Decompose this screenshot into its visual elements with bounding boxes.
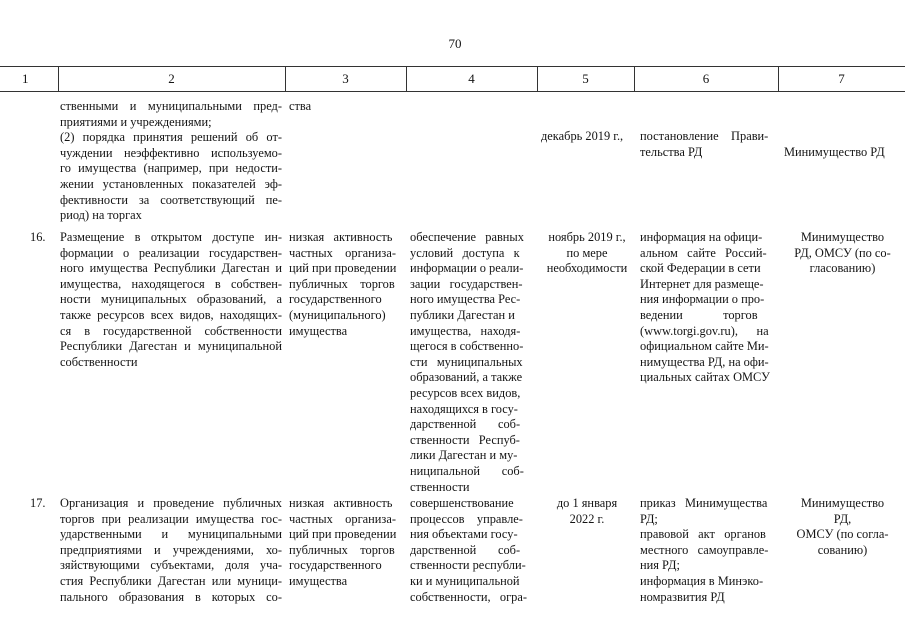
column-header-7: 7 (838, 71, 845, 86)
row-problem: низкая активность частных организа- ций при проведении публичных торгов государственного (муниципального) имущества (289, 230, 397, 338)
column-header-3: 3 (342, 71, 349, 86)
column-header-2: 2 (168, 71, 175, 86)
row-problem: низкая активность частных организа- ций при проведении публичных торгов государственного имущества (289, 496, 397, 588)
row-description: Размещение в открытом доступе ин- формации о реализации государствен- ного имущества Республики Дагестан и имущества, находящегося в собствен- ности муниципальных образований, а также ресурсов всех видов, находящих- ся в государственной собственности Республики Дагестан и муниципальной собственности (60, 230, 282, 369)
row-document: приказ Минимущества РД; правовой акт органов местного самоуправле- ния РД; информация в Минэко- номразвития РД (640, 496, 769, 604)
column-header-5: 5 (582, 71, 589, 86)
continuation-responsible: Минимущество РД (784, 145, 885, 159)
continuation-deadline: декабрь 2019 г., (541, 129, 624, 143)
table-header-row (0, 66, 905, 92)
page-number: 70 (448, 36, 462, 51)
row-goal: обеспечение равных условий доступа к информации о реали- зации государствен- ного имущества Рес- публики Дагестан и имущества, находя- щегося в собственно- сти муниципальных образований, а также ресурсов всех видов, находящихся в госу- дарственной соб- ственности Респуб- лики Дагестан и му- ниципальной соб- ственности (410, 230, 524, 494)
continuation-problem: ства (289, 99, 312, 113)
row-deadline: ноябрь 2019 г., по мере необходимости (546, 230, 628, 276)
column-header-1: 1 (22, 71, 29, 86)
row-number: 16. (30, 230, 46, 244)
row-deadline: до 1 января 2022 г. (556, 496, 618, 526)
continuation-description: ственными и муниципальными пред- приятиями и учреждениями; (2) порядка принятия решений об от- чуждении неэффективно используемо- го имущества (например, при недости- жении установленных показателей эф- фективности за соответствующий пе- риод) на торгах (60, 99, 282, 223)
column-header-4: 4 (468, 71, 475, 86)
row-document: информация на офици- альном сайте Россий- ской Федерации в сети Интернет для размеще- ния информации о про- ведении торгов (www.torgi.gov.ru), на официальном сайте Ми- нимущества РД, на офи- циальных сайтах ОМСУ (640, 230, 770, 385)
row-description: Организация и проведение публичных торгов при реализации имущества гос- ударственными и муниципальными предприятиями и учреждениями, хо- зяйствующими субъектами, доля уча- стия Республики Дагестан или муници- пального образования в которых со- (60, 496, 282, 604)
row-goal: совершенствование процессов управле- ния объектами госу- дарственной соб- ственности республи- ки и муниципальной собственности, огра- (410, 496, 527, 604)
column-header-6: 6 (702, 71, 710, 86)
row-number: 17. (30, 496, 46, 510)
row-responsible: Минимущество РД, ОМСУ (по согла- сованию) (796, 496, 889, 557)
continuation-document: постановление Прави- тельства РД (640, 129, 769, 159)
row-responsible: Минимущество РД, ОМСУ (по со- гласованию) (794, 230, 891, 276)
